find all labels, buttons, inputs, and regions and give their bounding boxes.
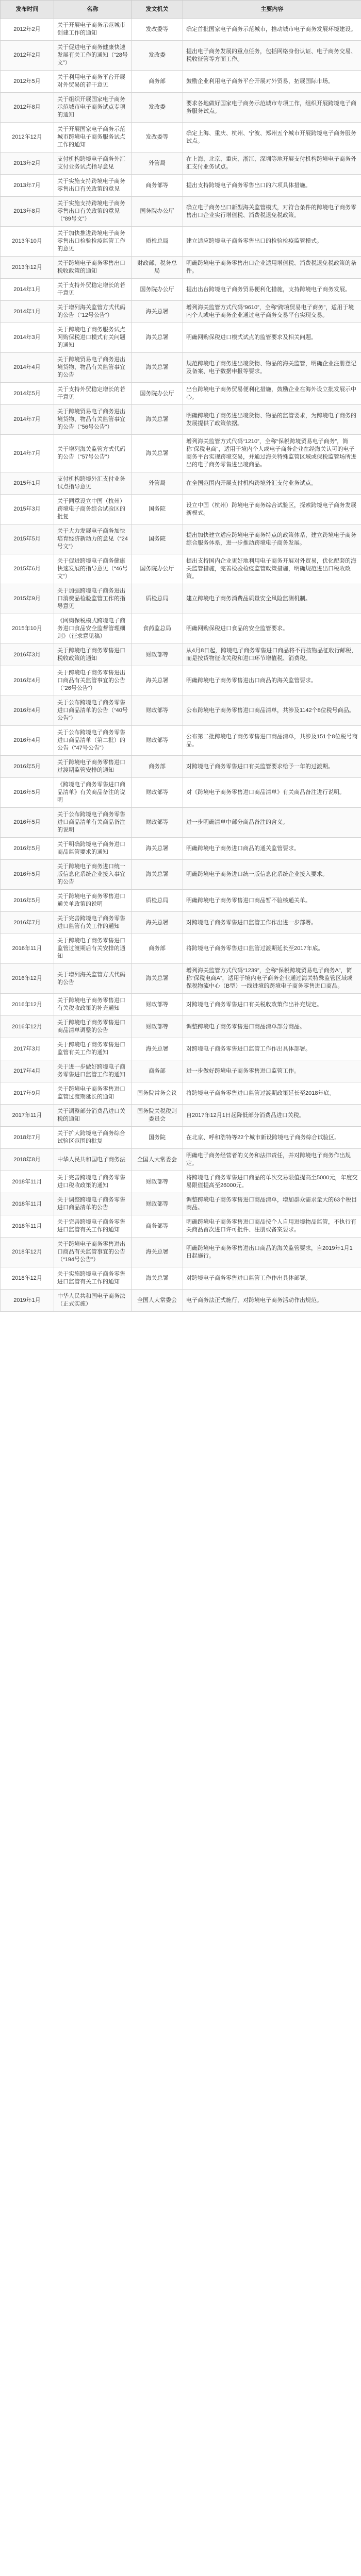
cell-name: 关于实施跨境电子商务零售进口监管有关工作的通知 [54,1267,132,1290]
cell-content: 将跨境电子商务零售进口监管过渡期政策延长至2018年底。 [183,1082,361,1105]
cell-date: 2016年5月 [1,778,54,808]
table-row [1,1038,361,1060]
cell-name: 关于扩大跨境电子商务综合试验区范围的批复 [54,1127,132,1149]
cell-name: 支付机构跨境外汇支付业务试点指导意见 [54,472,132,495]
cell-agency: 财政部等 [132,1193,183,1215]
table-row [1,994,361,1016]
cell-date: 2016年4月 [1,696,54,726]
table-row [1,1267,361,1290]
table-row [1,123,361,152]
cell-agency: 全国人大常委会 [132,1290,183,1312]
header-agency: 发文机关 [132,1,183,19]
cell-agency: 商务部 [132,934,183,964]
cell-name: 关于跨境电子商务零售进口监管过渡期后有关安排的通知 [54,934,132,964]
cell-content: 对跨境电子商务零售进口有关监管要求给予一年的过渡期。 [183,756,361,778]
cell-name: 关于跨境电子商务零售进口商品清单调整的公告 [54,1016,132,1038]
cell-agency: 海关总署 [132,964,183,994]
cell-content: 进一步做好跨境电子商务零售进口监管工作。 [183,1060,361,1082]
cell-date: 2014年5月 [1,383,54,405]
cell-name: 支付机构跨境电子商务外汇支付业务试点指导意见 [54,152,132,175]
cell-date: 2019年1月 [1,1290,54,1312]
table-row [1,93,361,123]
cell-content: 确定首批国家电子商务示范城市，推动城市电子商务发展环境建设。 [183,19,361,41]
table-row [1,1238,361,1267]
cell-date: 2016年4月 [1,726,54,756]
cell-content: 明确跨境电子商务进口商品的通关监管要求。 [183,838,361,860]
table-row [1,301,361,323]
cell-agency: 商务部等 [132,175,183,197]
cell-agency: 发改委 [132,93,183,123]
cell-date: 2018年8月 [1,1149,54,1171]
table-row [1,405,361,435]
cell-content: 增列海关监管方式代码“1210”，全称“保税跨境贸易电子商务”，简称“保税电商”，适用于境内个人或电子商务企业在经海关认可的电子商务平台实现跨境交易，并通过海关特殊监管区域或保税监管场所进出的电子商务零售进出境商品。 [183,435,361,472]
cell-agency: 发改委等 [132,123,183,152]
table-row [1,1016,361,1038]
cell-content: 提出支持跨境电子商务零售出口的六项具体措施。 [183,175,361,197]
cell-date: 2017年11月 [1,1105,54,1127]
cell-content: 调整跨境电子商务零售进口商品清单，增加群众需求量大的63个税目商品。 [183,1193,361,1215]
cell-content: 设立中国（杭州）跨境电子商务综合试验区，探索跨境电子商务发展新模式。 [183,495,361,524]
cell-name: 关于完善跨境电子商务零售进口监管有关工作的通知 [54,1215,132,1238]
cell-date: 2014年7月 [1,435,54,472]
cell-content: 鼓励企业利用电子商务平台开展对外贸易，拓展国际市场。 [183,71,361,93]
cell-name: 关于明确跨境电子商务进口商品监管要求的通知 [54,838,132,860]
cell-content: 明确跨境电子商务进口统一版信息化系统企业接入要求。 [183,860,361,890]
table-row [1,614,361,644]
cell-date: 2014年1月 [1,279,54,301]
cell-agency: 财政部等 [132,778,183,808]
cell-name: 关于实施支持跨境电子商务零售出口有关政策的意见 [54,175,132,197]
cell-name: 关于完善跨境电子商务零售进口监管有关工作的通知 [54,912,132,934]
cell-agency: 质检总局 [132,890,183,912]
cell-name: 《跨境电子商务零售进口商品清单》有关商品备注的说明 [54,778,132,808]
cell-content: 自2017年12月1日起降低部分消费品进口关税。 [183,1105,361,1127]
cell-date: 2012年2月 [1,19,54,41]
cell-content: 提出加快建立适应跨境电子商务特点的政策体系，建立跨境电子商务综合服务体系，进一步推动跨境电子商务发展。 [183,524,361,554]
cell-content: 明确跨境电子商务进出境货物、物品的监管要求，为跨境电子商务的发展提供了政策依据。 [183,405,361,435]
cell-date: 2014年1月 [1,301,54,323]
cell-name: 关于组织开展国家电子商务示范城市电子商务试点专项的通知 [54,93,132,123]
table-row [1,383,361,405]
cell-agency: 国务院常务会议 [132,1082,183,1105]
cell-date: 2016年5月 [1,808,54,838]
cell-agency: 国务院办公厅 [132,197,183,227]
cell-name: 关于开展电子商务示范城市创建工作的通知 [54,19,132,41]
cell-date: 2016年3月 [1,644,54,666]
cell-name: 关于跨境电子商务零售进出口商品有关监管事宜的公告（“194号公告”） [54,1238,132,1267]
cell-content: 对跨境电子商务零售进口监管工作作出进一步部署。 [183,912,361,934]
cell-agency: 财政部等 [132,696,183,726]
cell-content: 出台跨境电子商务贸易便利化措施，鼓励企业在海外设立批发展示中心。 [183,383,361,405]
table-row [1,934,361,964]
cell-date: 2016年12月 [1,994,54,1016]
cell-agency: 海关总署 [132,666,183,696]
cell-date: 2017年3月 [1,1038,54,1060]
cell-name: 关于支持外贸稳定增长的若干意见 [54,383,132,405]
cell-date: 2016年7月 [1,912,54,934]
cell-content: 确立电子商务出口新型海关监管模式，对符合条件的跨境电子商务零售出口企业实行增值税、消费税退免税政策。 [183,197,361,227]
table-row [1,644,361,666]
cell-content: 对跨境电子商务零售进口监管工作作出具体部署。 [183,1267,361,1290]
cell-agency: 海关总署 [132,1267,183,1290]
cell-agency: 海关总署 [132,838,183,860]
table-row [1,472,361,495]
cell-content: 增列海关监管方式代码“1239”，全称“保税跨境贸易电子商务A”，简称“保税电商A”，适用于境内电子商务企业通过海关特殊监管区域或保税物流中心（B型）一线进境的跨境电子商务零售进口商品。 [183,964,361,994]
cell-content: 明确网购保税进口模式试点的监管要求及相关问题。 [183,323,361,353]
cell-date: 2016年12月 [1,964,54,994]
cell-content: 对《跨境电子商务零售进口商品清单》有关商品备注进行说明。 [183,778,361,808]
cell-agency: 海关总署 [132,1238,183,1267]
cell-name: 关于加快推进跨境电子商务零售出口检验检疫监管工作的意见 [54,227,132,257]
table-row [1,279,361,301]
cell-name: 关于跨境电子商务零售进口有关税收政策的补充通知 [54,994,132,1016]
cell-date: 2016年5月 [1,756,54,778]
cell-agency: 国务院关税税则委员会 [132,1105,183,1127]
cell-name: 关于公布跨境电子商务零售进口商品清单有关商品备注的说明 [54,808,132,838]
table-row [1,353,361,383]
cell-date: 2018年7月 [1,1127,54,1149]
cell-agency: 国务院办公厅 [132,554,183,584]
table-row [1,1193,361,1215]
table-row [1,1127,361,1149]
cell-date: 2013年7月 [1,175,54,197]
table-row [1,808,361,838]
table-row [1,495,361,524]
table-row [1,890,361,912]
cell-name: 关于跨境贸易电子商务进出境货物、物品有关监管事宜的公告（“56号公告”） [54,405,132,435]
cell-agency: 海关总署 [132,301,183,323]
cell-name: 关于跨境电子商务进口统一版信息化系统企业接入事宜的公告 [54,860,132,890]
cell-content: 将跨境电子商务零售进口商品的单次交易限值提高至5000元，年度交易限值提高至26000元。 [183,1171,361,1193]
table-row [1,1215,361,1238]
cell-name: 《网购保税模式跨境电子商务进口食品安全监督管理细则》（征求意见稿） [54,614,132,644]
cell-name: 关于调整跨境电子商务零售进口商品清单的公告 [54,1193,132,1215]
cell-name: 关于利用电子商务平台开展对外贸易的若干意见 [54,71,132,93]
cell-content: 调整跨境电子商务零售进口商品清单部分商品。 [183,1016,361,1038]
cell-agency: 财政部等 [132,726,183,756]
cell-name: 关于跨境电子商务零售进口过渡期监管安排的通知 [54,756,132,778]
cell-name: 关于促进跨境电子商务健康快速发展的指导意见（“46号文”） [54,554,132,584]
cell-date: 2015年5月 [1,524,54,554]
cell-agency: 商务部 [132,756,183,778]
cell-name: 关于公布跨境电子商务零售进口商品清单（第二批）的公告（“47号公告”） [54,726,132,756]
table-row [1,696,361,726]
table-row [1,257,361,279]
cell-agency: 食药监总局 [132,614,183,644]
cell-content: 进一步明确清单中部分商品备注的含义。 [183,808,361,838]
cell-content: 将跨境电子商务零售进口监管过渡期延长至2017年底。 [183,934,361,964]
cell-agency: 外管局 [132,472,183,495]
cell-date: 2016年5月 [1,838,54,860]
cell-agency: 发改委等 [132,19,183,41]
cell-agency: 外管局 [132,152,183,175]
cell-content: 明确跨境电子商务零售出口企业适用增值税、消费税退免税政策的条件。 [183,257,361,279]
cell-content: 明确跨境电子商务零售进出口商品的海关监管要求。 [183,666,361,696]
cell-date: 2015年9月 [1,584,54,614]
table-row [1,964,361,994]
cell-content: 公布第二批跨境电子商务零售进口商品清单，共涉及151个8位税号商品。 [183,726,361,756]
cell-agency: 海关总署 [132,353,183,383]
cell-content: 确定上海、重庆、杭州、宁波、郑州五个城市开展跨境电子商务服务试点。 [183,123,361,152]
header-name: 名称 [54,1,132,19]
cell-agency: 财政部等 [132,808,183,838]
cell-date: 2016年11月 [1,934,54,964]
cell-content: 公布跨境电子商务零售进口商品清单，共涉及1142个8位税号商品。 [183,696,361,726]
cell-name: 中华人民共和国电子商务法 [54,1149,132,1171]
cell-content: 明确网购保税进口食品的安全监管要求。 [183,614,361,644]
cell-content: 在上海、北京、重庆、浙江、深圳等地开展支付机构跨境电子商务外汇支付业务试点。 [183,152,361,175]
cell-date: 2015年1月 [1,472,54,495]
table-row [1,41,361,71]
cell-name: 关于实施支持跨境电子商务零售出口有关政策的意见（“89号文”） [54,197,132,227]
cell-content: 对跨境电子商务零售进口有关税收政策作出补充规定。 [183,994,361,1016]
cell-content: 明确跨境电子商务零售进出口商品的海关监管要求，自2019年1月1日起施行。 [183,1238,361,1267]
cell-name: 关于跨境电子商务服务试点网购保税进口模式有关问题的通知 [54,323,132,353]
cell-date: 2015年6月 [1,554,54,584]
cell-date: 2016年5月 [1,890,54,912]
table-row [1,666,361,696]
table-row [1,175,361,197]
cell-agency: 财政部等 [132,1171,183,1193]
cell-content: 明确跨境电子商务零售进口商品按个人自用进境物品监管，不执行有关商品首次进口许可批件、注册或备案要求。 [183,1215,361,1238]
cell-name: 关于完善跨境电子商务零售进口税收政策的通知 [54,1171,132,1193]
table-row [1,71,361,93]
table-row [1,19,361,41]
cell-date: 2012年12月 [1,123,54,152]
cell-content: 电子商务法正式施行，对跨境电子商务活动作出规范。 [183,1290,361,1312]
cell-agency: 发改委 [132,41,183,71]
cell-name: 关于跨境电子商务零售进口税收政策的通知 [54,644,132,666]
cell-agency: 海关总署 [132,912,183,934]
cell-agency: 国务院 [132,495,183,524]
cell-date: 2014年7月 [1,405,54,435]
cell-agency: 财政部、税务总局 [132,257,183,279]
cell-date: 2018年11月 [1,1171,54,1193]
cell-agency: 财政部等 [132,644,183,666]
cell-date: 2018年12月 [1,1267,54,1290]
table-row [1,860,361,890]
cell-date: 2012年8月 [1,93,54,123]
table-row [1,152,361,175]
cell-name: 关于同意设立中国（杭州）跨境电子商务综合试验区的批复 [54,495,132,524]
cell-content: 对跨境电子商务零售进口监管工作作出具体部署。 [183,1038,361,1060]
table-row [1,435,361,472]
cell-content: 提出电子商务发展的重点任务，包括网络身份认证、电子商务交易、税收征管等方面工作。 [183,41,361,71]
table-row [1,1290,361,1312]
cell-name: 关于增列海关监管方式代码的公告（“12号公告”） [54,301,132,323]
table-row [1,756,361,778]
cell-date: 2014年3月 [1,323,54,353]
cell-agency: 海关总署 [132,860,183,890]
table-row [1,1082,361,1105]
table-row [1,912,361,934]
cell-agency: 海关总署 [132,405,183,435]
cell-content: 明确跨境电子商务零售进口商品暂不验核通关单。 [183,890,361,912]
cell-name: 关于跨境电子商务零售出口税收政策的通知 [54,257,132,279]
cell-agency: 海关总署 [132,1038,183,1060]
cell-date: 2018年12月 [1,1238,54,1267]
cell-date: 2013年10月 [1,227,54,257]
cell-content: 规范跨境电子商务进出境货物、物品的海关监管，明确企业注册登记及备案、电子数据申报等要求。 [183,353,361,383]
cell-date: 2017年9月 [1,1082,54,1105]
cell-content: 在北京、呼和浩特等22个城市新设跨境电子商务综合试验区。 [183,1127,361,1149]
cell-name: 关于开展国家电子商务示范城市跨境电子商务服务试点工作的通知 [54,123,132,152]
cell-agency: 海关总署 [132,435,183,472]
cell-agency: 国务院办公厅 [132,383,183,405]
table-row [1,227,361,257]
cell-agency: 财政部等 [132,1016,183,1038]
cell-date: 2018年11月 [1,1193,54,1215]
cell-agency: 商务部 [132,1060,183,1082]
cell-date: 2016年12月 [1,1016,54,1038]
cell-agency: 国务院 [132,1127,183,1149]
table-row [1,1149,361,1171]
cell-date: 2014年4月 [1,353,54,383]
cell-content: 提出出台跨境电子商务贸易便利化措施，支持跨境电子商务发展。 [183,279,361,301]
cell-content: 要求各地做好国家电子商务示范城市专项工作，组织开展跨境电子商务服务试点。 [183,93,361,123]
cell-date: 2017年4月 [1,1060,54,1082]
cell-name: 关于进一步做好跨境电子商务零售进口监管工作的通知 [54,1060,132,1082]
cell-date: 2013年8月 [1,197,54,227]
cell-agency: 商务部 [132,71,183,93]
table-row [1,554,361,584]
table-row [1,197,361,227]
cell-agency: 商务部等 [132,1215,183,1238]
header-content: 主要内容 [183,1,361,19]
cell-agency: 全国人大常委会 [132,1149,183,1171]
cell-name: 关于增列海关监管方式代码的公告（“57号公告”） [54,435,132,472]
cell-name: 关于加强跨境电子商务进出口消费品检验监管工作的指导意见 [54,584,132,614]
cell-agency: 海关总署 [132,323,183,353]
table-row [1,838,361,860]
cell-name: 关于促进电子商务健康快速发展有关工作的通知（“28号文”） [54,41,132,71]
table-row [1,1171,361,1193]
cell-content: 明确电子商务经营者的义务和法律责任，并对跨境电子商务作出规定。 [183,1149,361,1171]
cell-content: 在全国范围内开展支付机构跨境外汇支付业务试点。 [183,472,361,495]
header-date: 发布时间 [1,1,54,19]
cell-agency: 国务院办公厅 [132,279,183,301]
cell-name: 关于跨境贸易电子商务进出境货物、物品有关监管事宜的公告 [54,353,132,383]
cell-agency: 质检总局 [132,227,183,257]
cell-date: 2012年2月 [1,41,54,71]
cell-content: 建立跨境电子商务消费品质量安全风险监测机制。 [183,584,361,614]
cell-date: 2013年2月 [1,152,54,175]
cell-content: 增列海关监管方式代码“9610”，全称“跨境贸易电子商务”，适用于境内个人或电子商务企业通过电子商务交易平台实现交易。 [183,301,361,323]
cell-date: 2012年5月 [1,71,54,93]
cell-agency: 国务院 [132,524,183,554]
table-row [1,778,361,808]
cell-name: 关于支持外贸稳定增长的若干意见 [54,279,132,301]
cell-name: 关于调整部分消费品进口关税的通知 [54,1105,132,1127]
cell-date: 2015年10月 [1,614,54,644]
cell-name: 中华人民共和国电子商务法（正式实施） [54,1290,132,1312]
cell-content: 建立适应跨境电子商务零售出口的检验检疫监管模式。 [183,227,361,257]
cell-name: 关于跨境电子商务零售进口通关单政策的说明 [54,890,132,912]
cell-name: 关于大力发展电子商务加快培育经济新动力的意见（“24号文”） [54,524,132,554]
cell-date: 2018年11月 [1,1215,54,1238]
cell-name: 关于公布跨境电子商务零售进口商品清单的公告（“40号公告”） [54,696,132,726]
cell-date: 2016年4月 [1,666,54,696]
table-row [1,1105,361,1127]
table-header-row [1,1,361,19]
cell-agency: 质检总局 [132,584,183,614]
cell-name: 关于跨境电子商务零售进口监管过渡期延长的通知 [54,1082,132,1105]
cell-name: 关于增列海关监管方式代码的公告 [54,964,132,994]
table-body [1,19,361,1312]
table-row [1,726,361,756]
table-row [1,1060,361,1082]
cell-content: 提出支持国内企业更好地利用电子商务开展对外贸易，优化配套的海关监管措施，完善检验检疫监管政策措施，明确规范进出口税收政策。 [183,554,361,584]
cell-date: 2013年12月 [1,257,54,279]
cell-name: 关于跨境电子商务零售进口监管有关工作的通知 [54,1038,132,1060]
cell-date: 2015年3月 [1,495,54,524]
cell-content: 从4月8日起，跨境电子商务零售进口商品将不再按物品征收行邮税，而是按货物征收关税和进口环节增值税、消费税。 [183,644,361,666]
cell-agency: 财政部等 [132,994,183,1016]
cell-date: 2016年5月 [1,860,54,890]
table-row [1,524,361,554]
table-row [1,584,361,614]
table-row [1,323,361,353]
cell-name: 关于跨境电子商务零售进出口商品有关监管事宜的公告（“26号公告”） [54,666,132,696]
